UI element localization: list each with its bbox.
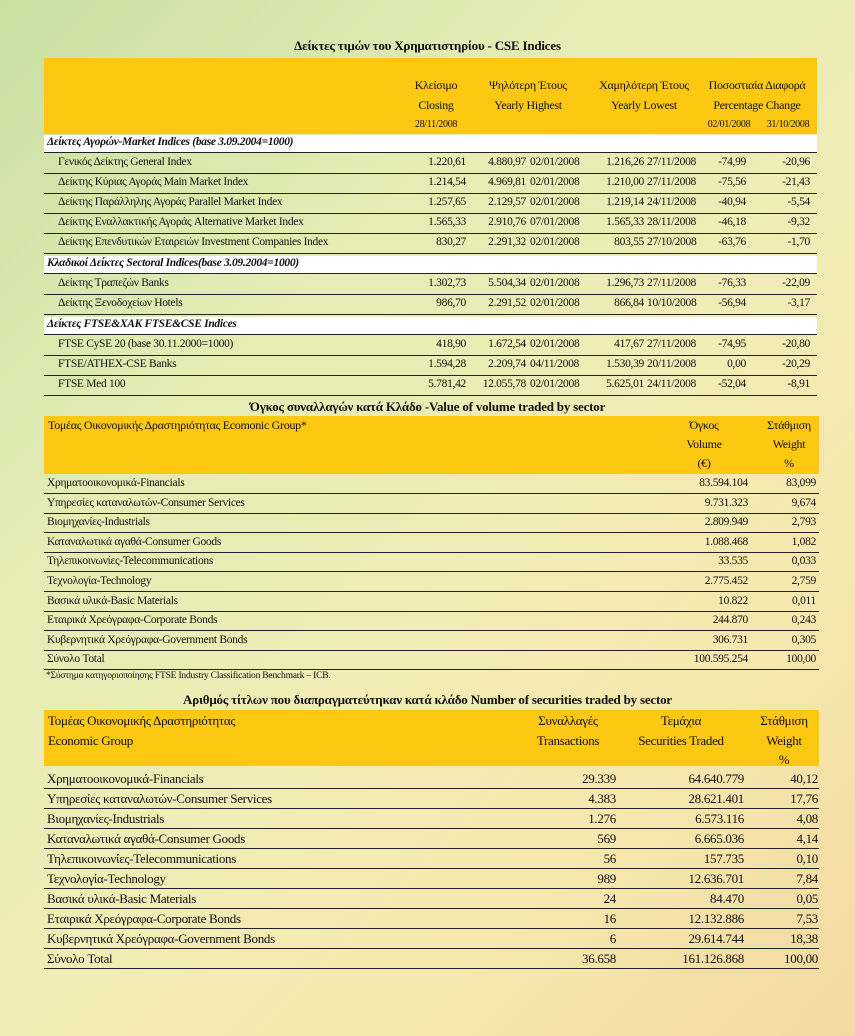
indices-header: [44, 58, 817, 134]
row-divider: [44, 253, 817, 254]
close-value: 1.257,65: [428, 196, 466, 208]
weight-value: 0,011: [792, 594, 816, 607]
weight-value: 100,00: [786, 653, 816, 666]
transactions-value: 36.658: [582, 951, 616, 966]
transactions-header-gr: Συναλλαγές: [538, 713, 598, 728]
weight-value: 0,305: [791, 633, 816, 646]
securities-header-en: Securities Traded: [638, 733, 724, 748]
chg-month: -1,70: [787, 236, 810, 248]
chg-ytd: -75,56: [718, 176, 746, 188]
securities-value: 12.132.886: [688, 911, 744, 926]
close-value: 1.214,54: [428, 176, 466, 188]
chg-header-date2: 31/10/2008: [766, 119, 810, 130]
transactions-value: 24: [603, 891, 616, 906]
transactions-value: 16: [603, 911, 616, 926]
transactions-header-en: Transactions: [536, 733, 600, 748]
high-value: 4.969,81: [488, 176, 526, 188]
low-header-en: Yearly Lowest: [611, 98, 677, 112]
volume-title: Όγκος συναλλαγών κατά Κλάδο -Value of volume traded by sector: [249, 399, 606, 414]
volume-header-1: Όγκος: [689, 418, 719, 432]
weight-value: 0,033: [791, 555, 816, 568]
sector-name: Καταναλωτικά αγαθά-Consumer Goods: [47, 535, 222, 548]
table-row: [44, 194, 817, 213]
high-date: 02/01/2008: [530, 378, 580, 390]
table-row: [44, 376, 817, 395]
volume-value: 2.809.949: [704, 516, 748, 529]
volume-header-2: Volume: [686, 437, 722, 451]
sector-name: Εταιρικά Χρεόγραφα-Corporate Bonds: [47, 911, 241, 926]
sector-name: Βιομηχανίες-Industrials: [47, 516, 150, 529]
weight-value: 83,099: [786, 477, 816, 489]
table-row: [44, 214, 817, 233]
sector-name: Χρηματοοικονομικά-Financials: [47, 477, 185, 489]
sector-name: Υπηρεσίες καταναλωτών-Consumer Services: [47, 496, 245, 509]
weight-value: 0,10: [796, 851, 818, 866]
low-date: 24/11/2008: [647, 196, 696, 208]
volume-value: 306.731: [712, 633, 748, 646]
table-row: [44, 234, 817, 253]
weight-value: 100,00: [784, 951, 818, 966]
volume-header-3: (€): [697, 456, 711, 470]
chg-ytd: -74,95: [718, 338, 746, 350]
volume-value: 2.775.452: [704, 575, 748, 587]
sector-name: Βασικά υλικά-Basic Materials: [47, 891, 196, 906]
sector-name: Χρηματοοικονομικά-Financials: [47, 771, 204, 786]
low-value: 5.625,01: [606, 378, 644, 390]
sector-name: Καταναλωτικά αγαθά-Consumer Goods: [47, 831, 245, 846]
close-value: 1.220,61: [428, 156, 466, 168]
securities-value: 84.470: [710, 891, 744, 906]
high-value: 2.910,76: [488, 216, 526, 228]
high-date: 02/01/2008: [530, 156, 580, 168]
sector-name: Κυβερνητικά Χρεόγραφα-Government Bonds: [47, 931, 275, 946]
high-date: 07/01/2008: [530, 216, 580, 228]
sector-name: Σύνολο Total: [47, 951, 113, 966]
weight-value: 40,12: [790, 771, 818, 786]
weight-value: 7,84: [796, 871, 818, 886]
low-value: 1.530,39: [606, 358, 644, 370]
chg-month: -20,29: [782, 358, 810, 370]
weight-value: 0,243: [791, 614, 816, 627]
low-value: 1.219,14: [606, 196, 644, 208]
section-title: Δείκτες FTSE&ΧΑΚ FTSE&CSE Indices: [47, 318, 237, 330]
volume-value: 244.870: [712, 614, 748, 627]
securities-title: Αριθμός τίτλων που διαπραγματεύτηκαν κατά κλάδο Number of securities traded by sector: [183, 692, 672, 707]
sector-name: Υπηρεσίες καταναλωτών-Consumer Services: [47, 791, 272, 806]
sec-group-header-en: Economic Group: [48, 733, 133, 748]
weight-value: 9,674: [791, 496, 816, 509]
weight-value: 18,38: [790, 931, 818, 946]
index-name: Δείκτης Ξενοδοχείων Hotels: [58, 297, 183, 309]
index-name: FTSE/ATHEX-CSE Banks: [58, 358, 177, 370]
chg-month: -21,43: [782, 176, 810, 188]
index-name: Δείκτης Εναλλακτικής Αγοράς Alternative Market Index: [58, 216, 304, 228]
securities-value: 64.640.779: [688, 771, 744, 786]
table-row: [44, 495, 819, 513]
close-value: 1.565,33: [428, 216, 466, 228]
weight-value: 1,082: [791, 535, 816, 548]
close-value: 1.594,28: [428, 358, 466, 370]
low-value: 1.296,73: [606, 277, 644, 289]
low-date: 20/11/2008: [647, 358, 696, 370]
high-value: 4.880,97: [488, 156, 526, 168]
table-row: [44, 789, 819, 808]
chg-month: -8,91: [787, 378, 810, 390]
securities-header-gr: Τεμάχια: [660, 713, 702, 728]
index-name: Δείκτης Κύριας Αγοράς Main Market Index: [58, 176, 249, 188]
chg-header-date1: 02/01/2008: [707, 119, 751, 130]
volume-header: [44, 416, 819, 474]
table-row: [44, 154, 817, 173]
high-date: 02/01/2008: [530, 236, 580, 248]
weight-value: 0,05: [796, 891, 818, 906]
table-row: [44, 929, 819, 948]
high-value: 5.504,34: [488, 277, 526, 289]
table-row: [44, 869, 819, 888]
table-row: [44, 909, 819, 928]
high-date: 02/01/2008: [530, 297, 580, 309]
sec-weight-header-gr: Στάθμιση: [760, 713, 808, 728]
weight-value: 2,759: [791, 575, 816, 587]
low-value: 866,84: [614, 297, 644, 309]
close-value: 418,90: [436, 338, 466, 350]
table-row: [44, 889, 819, 908]
chg-ytd: -74,99: [718, 156, 746, 168]
high-date: 02/01/2008: [530, 277, 580, 289]
table-row: [44, 295, 817, 314]
low-date: 28/11/2008: [647, 216, 696, 228]
table-row: [44, 174, 817, 193]
table-row: [44, 534, 819, 552]
transactions-value: 6: [609, 931, 616, 946]
weight-value: 4,14: [796, 831, 818, 846]
volume-value: 33.535: [718, 555, 748, 568]
chg-ytd: -56,94: [718, 297, 746, 309]
table-row: [44, 553, 819, 571]
securities-value: 6.665.036: [694, 831, 744, 846]
low-value: 1.210,00: [606, 176, 644, 188]
index-name: Δείκτης Επενδυτικών Εταιρειών Investment Companies Index: [58, 236, 329, 248]
close-value: 830,27: [436, 236, 466, 248]
chg-ytd: -40,94: [718, 196, 746, 208]
low-date: 27/11/2008: [647, 338, 696, 350]
high-value: 2.209,74: [488, 358, 526, 370]
table-row: [44, 809, 819, 828]
high-value: 1.672,54: [488, 338, 526, 350]
low-date: 27/11/2008: [647, 277, 696, 289]
table-row: [44, 336, 817, 355]
volume-value: 10.822: [718, 594, 748, 607]
transactions-value: 4.383: [588, 791, 616, 806]
table-row: [44, 356, 817, 375]
sector-name: Τηλεπικοινωνίες-Telecommunications: [47, 851, 237, 866]
low-value: 803,55: [614, 236, 644, 248]
low-value: 1.216,26: [606, 156, 644, 168]
table-row: [44, 275, 817, 294]
index-name: FTSE Med 100: [58, 378, 126, 390]
high-value: 2.129,57: [488, 196, 526, 208]
close-header-date: 28/11/2008: [414, 119, 458, 130]
transactions-value: 56: [603, 851, 616, 866]
sector-name: Τηλεπικοινωνίες-Telecommunications: [47, 555, 214, 568]
volume-value: 9.731.323: [704, 496, 748, 509]
section-divider: [44, 152, 817, 153]
section-title: Δείκτες Αγορών-Market Indices (base 3.09.2004=1000): [47, 136, 294, 148]
transactions-value: 1.276: [588, 811, 616, 826]
low-date: 10/10/2008: [647, 297, 697, 309]
transactions-value: 989: [597, 871, 616, 886]
close-header-en: Closing: [418, 98, 454, 112]
sector-name: Εταιρικά Χρεόγραφα-Corporate Bonds: [47, 614, 218, 627]
close-value: 5.781,42: [428, 378, 466, 390]
table-row: [44, 573, 819, 591]
low-value: 417,67: [614, 338, 644, 350]
securities-value: 12.636.701: [688, 871, 744, 886]
weight-header-2: Weight: [772, 437, 806, 451]
securities-header: [44, 710, 819, 766]
weight-value: 7,53: [796, 911, 818, 926]
chg-month: -20,80: [782, 338, 810, 350]
indices-title: Δείκτες τιμών του Χρηματιστηρίου - CSE Indices: [294, 38, 561, 53]
row-divider: [44, 395, 817, 396]
high-date: 02/01/2008: [530, 338, 580, 350]
chg-month: -9,32: [787, 216, 810, 228]
chg-month: -20,96: [782, 156, 810, 168]
chg-header-gr: Ποσοστιαία Διαφορά: [708, 78, 806, 92]
volume-value: 100.595.254: [693, 653, 748, 666]
sector-name: Τεχνολογία-Technology: [47, 575, 152, 587]
high-date: 02/01/2008: [530, 196, 580, 208]
chg-month: -3,17: [787, 297, 810, 309]
chg-header-en: Percentage Change: [713, 98, 801, 112]
close-header-gr: Κλείσιμο: [414, 78, 458, 92]
low-date: 24/11/2008: [647, 378, 696, 390]
chg-ytd: -76,33: [718, 277, 746, 289]
table-row: [44, 593, 819, 611]
section-title: Κλαδικοί Δείκτες Sectoral Indices(base 3.09.2004=1000): [47, 257, 299, 269]
table-row: [44, 632, 819, 650]
total-row: [44, 651, 819, 669]
chg-month: -5,54: [787, 196, 810, 208]
low-value: 1.565,33: [606, 216, 644, 228]
high-date: 02/01/2008: [530, 176, 580, 188]
weight-header-1: Στάθμιση: [767, 418, 811, 432]
table-row: [44, 849, 819, 868]
weight-value: 2,793: [791, 516, 816, 529]
sector-name: Σύνολο Total: [47, 653, 105, 666]
securities-value: 157.735: [703, 851, 744, 866]
section-divider: [44, 273, 817, 274]
low-header-gr: Χαμηλότερη Έτους: [599, 78, 689, 92]
index-name: Δείκτης Παράλληλης Αγοράς Parallel Market Index: [58, 196, 283, 208]
high-date: 04/11/2008: [530, 358, 579, 370]
transactions-value: 569: [597, 831, 616, 846]
total-row: [44, 949, 819, 968]
high-header-en: Yearly Highest: [494, 98, 562, 112]
low-date: 27/10/2008: [647, 236, 697, 248]
table-row: [44, 612, 819, 630]
chg-month: -22,09: [782, 277, 810, 289]
securities-value: 6.573.116: [695, 811, 744, 826]
row-divider: [44, 968, 819, 969]
table-row: [44, 475, 819, 493]
high-value: 2.291,52: [488, 297, 526, 309]
securities-value: 161.126.868: [682, 951, 744, 966]
low-date: 27/11/2008: [647, 176, 696, 188]
table-row: [44, 829, 819, 848]
sector-name: Κυβερνητικά Χρεόγραφα-Government Bonds: [47, 633, 248, 646]
volume-footnote: *Σύστημα κατηγοριοποίησης FTSE Industry Classification Benchmark – ICB.: [46, 671, 331, 681]
sector-name: Τεχνολογία-Technology: [47, 871, 166, 886]
sec-weight-header-pct: %: [778, 752, 790, 767]
chg-ytd: -63,76: [718, 236, 746, 248]
index-name: FTSE CySE 20 (base 30.11.2000=1000): [58, 338, 234, 350]
volume-group-header: Τομέας Οικονομικής Δραστηριότητας Ecomonic Group*: [48, 418, 307, 432]
high-value: 2.291,32: [488, 236, 526, 248]
securities-value: 28.621.401: [688, 791, 744, 806]
index-name: Γενικός Δείκτης General Index: [58, 156, 192, 168]
high-header-gr: Ψηλότερη Έτους: [489, 78, 567, 92]
chg-ytd: 0,00: [727, 358, 746, 370]
volume-value: 1.088.468: [704, 535, 748, 548]
table-row: [44, 769, 819, 788]
chg-ytd: -46,18: [718, 216, 746, 228]
close-value: 986,70: [436, 297, 466, 309]
high-value: 12.055,78: [482, 378, 526, 390]
sector-name: Βιομηχανίες-Industrials: [47, 811, 165, 826]
securities-value: 29.614.744: [688, 931, 744, 946]
weight-value: 4,08: [796, 811, 818, 826]
chg-ytd: -52,04: [718, 378, 746, 390]
sector-name: Βασικά υλικά-Basic Materials: [47, 594, 178, 607]
sec-group-header-gr: Τομέας Οικονομικής Δραστηριότητας: [48, 713, 236, 728]
close-value: 1.302,73: [428, 277, 466, 289]
volume-value: 83.594.104: [699, 477, 748, 489]
index-name: Δείκτης Τραπεζών Banks: [58, 277, 169, 289]
sec-weight-header-en: Weight: [766, 733, 802, 748]
weight-value: 17,76: [790, 791, 818, 806]
section-divider: [44, 334, 817, 335]
low-date: 27/11/2008: [647, 156, 696, 168]
transactions-value: 29.339: [582, 771, 616, 786]
weight-header-3: %: [784, 456, 794, 470]
table-row: [44, 514, 819, 532]
row-divider: [44, 314, 817, 315]
